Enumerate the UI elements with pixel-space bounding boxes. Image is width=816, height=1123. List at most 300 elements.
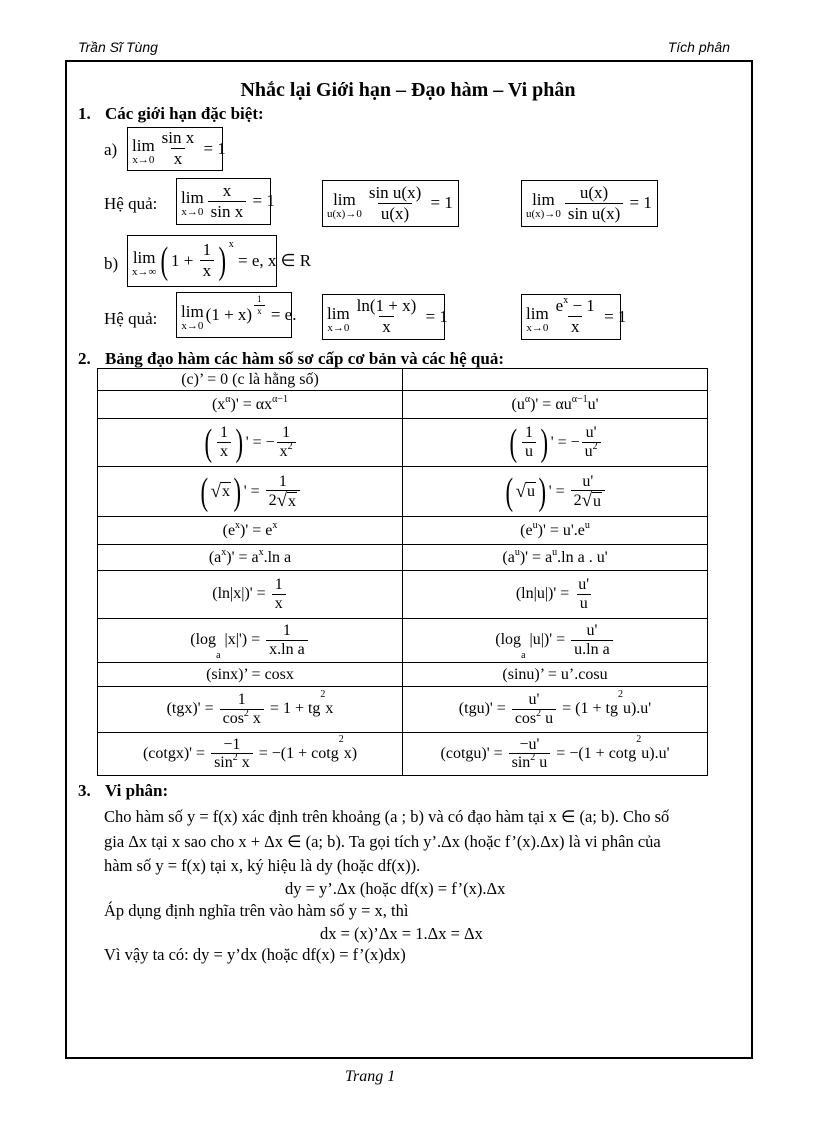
math-text: sin u(x)	[567, 203, 621, 223]
fraction	[277, 424, 296, 461]
table-row	[98, 517, 708, 545]
denominator	[571, 490, 605, 510]
formula	[511, 393, 599, 414]
math-text: (cotgu)' =	[440, 744, 507, 762]
parenthesized	[198, 470, 244, 513]
math-text: = −(1 + cotg	[254, 744, 339, 762]
math-text: x	[220, 442, 229, 460]
math-text: (sinx)’ = cosx	[206, 665, 294, 683]
math-text: = 1	[625, 193, 652, 213]
section-title: Bảng đạo hàm các hàm số sơ cấp cơ bản và các hệ quả:	[105, 349, 504, 368]
paren-content	[211, 482, 231, 501]
numerator	[279, 424, 293, 442]
math-text: u	[584, 519, 590, 531]
cell-u	[403, 663, 708, 687]
denominator	[211, 753, 253, 772]
math-text: u	[584, 442, 593, 460]
math-text: 2	[243, 707, 249, 719]
formula-box	[127, 127, 226, 171]
denominator	[277, 442, 296, 461]
square-root	[277, 491, 297, 510]
subscript: a	[216, 649, 221, 661]
formula-box	[176, 292, 297, 338]
formula	[132, 129, 226, 168]
formula	[142, 733, 358, 773]
lim-subscript: u(x)→0	[526, 208, 561, 221]
formula-line: dy = y’.Δx (hoặc df(x) = f’(x).Δx	[285, 879, 506, 898]
numerator	[577, 184, 611, 203]
math-text: 2	[338, 733, 344, 745]
math-text: ' =	[243, 482, 264, 500]
table-row	[98, 619, 708, 663]
math-text: = −(1 + cotg	[552, 744, 637, 762]
radical-sign: √	[276, 490, 288, 512]
math-text: cos	[514, 709, 537, 727]
lim-subscript: x→0	[327, 321, 350, 334]
math-text: = 1	[426, 193, 453, 213]
math-text: 2	[592, 440, 598, 452]
math-text: cos	[222, 709, 244, 727]
math-text: |x|') =	[220, 631, 265, 649]
math-text: (log	[495, 631, 522, 649]
left-paren: (	[160, 239, 169, 282]
numerator	[220, 182, 235, 201]
math-text: 1	[220, 424, 229, 441]
paren-content	[520, 424, 538, 461]
derivative-table	[97, 368, 708, 776]
math-text: u	[579, 594, 588, 612]
formula	[520, 519, 590, 540]
denominator	[266, 490, 300, 510]
numerator	[575, 576, 592, 594]
numerator	[217, 424, 231, 442]
math-text: x	[237, 754, 250, 772]
numerator	[200, 241, 215, 260]
math-text: α	[225, 393, 231, 405]
math-text: 2	[268, 491, 277, 509]
fraction	[522, 424, 536, 461]
radicand: u	[593, 492, 602, 510]
right-paren: )	[218, 239, 227, 282]
math-text: x	[235, 519, 241, 531]
limit	[526, 185, 561, 221]
cell-x	[98, 687, 403, 733]
paren-content	[215, 424, 233, 461]
math-text: 2	[536, 707, 542, 719]
left-paren: (	[200, 470, 209, 513]
numerator	[354, 297, 420, 316]
numerator	[517, 736, 543, 754]
math-text: (c)’ = 0 (c là hằng số)	[181, 370, 319, 388]
math-text: u	[532, 519, 538, 531]
fraction	[200, 241, 215, 280]
cell-x	[98, 369, 403, 391]
table-row	[98, 391, 708, 419]
denominator	[272, 594, 286, 613]
right-paren: )	[235, 421, 244, 464]
math-text: x	[382, 317, 391, 337]
math-text: 2	[636, 733, 642, 745]
paren-content	[516, 482, 536, 501]
denominator	[266, 640, 308, 659]
superscript	[593, 441, 598, 453]
cell-u	[403, 571, 708, 619]
fraction	[553, 297, 598, 336]
math-text: x	[258, 546, 264, 558]
math-text: ' = −	[550, 433, 580, 451]
formula	[222, 519, 278, 540]
lim-subscript: x→∞	[132, 265, 157, 278]
fraction	[217, 424, 231, 461]
table-row	[98, 467, 708, 517]
numerator	[526, 691, 543, 709]
formula	[132, 241, 311, 280]
math-text: 2	[232, 752, 238, 764]
formula	[212, 576, 287, 613]
math-text: x	[173, 149, 183, 169]
formula-box	[176, 178, 275, 225]
cell-u	[403, 369, 708, 391]
section-3-heading	[78, 781, 168, 801]
math-text: sin x	[161, 128, 195, 148]
fraction	[509, 736, 551, 773]
left-paren: (	[509, 421, 518, 464]
superscript	[272, 394, 288, 405]
numerator	[159, 129, 198, 148]
radical-sign: √	[581, 490, 593, 512]
math-text: (tgu)' =	[458, 700, 510, 718]
math-text: )' = a	[519, 548, 553, 566]
math-text: u'	[578, 576, 590, 593]
formula-box	[322, 294, 448, 340]
math-text: −1	[223, 735, 241, 753]
math-text: (a	[208, 548, 222, 566]
formula	[526, 297, 626, 336]
math-text: x	[257, 305, 262, 316]
table-row	[98, 663, 708, 687]
formula	[503, 470, 607, 513]
section-title: Các giới hạn đặc biệt:	[105, 104, 264, 123]
label-b: b)	[104, 254, 119, 273]
math-text: −u'	[519, 735, 540, 753]
math-text: u(x)	[380, 203, 410, 223]
left-paren: (	[204, 421, 213, 464]
radicand: x	[222, 483, 231, 501]
superscript	[618, 689, 623, 700]
denominator	[512, 709, 556, 728]
formula	[206, 666, 294, 684]
radical-sign: √	[210, 481, 222, 502]
formula	[211, 393, 289, 414]
math-text: )' = u'.e	[537, 521, 585, 539]
fraction	[266, 473, 300, 511]
math-text: u).u'	[622, 700, 652, 718]
cell-u	[403, 419, 708, 467]
cell-x	[98, 663, 403, 687]
formula	[502, 546, 608, 567]
superscript	[272, 520, 277, 531]
left-paren: (	[505, 470, 514, 513]
denominator	[379, 316, 394, 337]
page-number: Trang 1	[345, 1068, 396, 1085]
lim-operator: lim	[181, 301, 204, 321]
table-row	[98, 687, 708, 733]
math-text: (1 + x)	[205, 305, 253, 324]
fraction	[220, 691, 264, 728]
limit	[526, 299, 549, 335]
cell-u	[403, 733, 708, 776]
math-text: sin u(x)	[368, 182, 422, 202]
lim-operator: lim	[532, 190, 555, 210]
math-text: |u|)' =	[525, 631, 570, 649]
math-text: 1	[525, 424, 534, 441]
math-text: u'	[587, 395, 599, 413]
math-text: u	[552, 546, 558, 558]
math-text: = (1 + tg	[558, 700, 618, 718]
math-text: .ln a	[263, 548, 292, 566]
numerator	[583, 622, 600, 640]
superscript	[320, 689, 325, 700]
formula	[459, 691, 651, 728]
math-text: sin	[214, 754, 233, 772]
math-text: x	[248, 709, 261, 727]
fraction	[571, 473, 605, 511]
math-text: 1	[202, 240, 212, 260]
cell-x	[98, 545, 403, 571]
superscript	[339, 734, 344, 745]
math-text: ln(1 + x)	[356, 296, 417, 316]
denominator	[220, 709, 264, 728]
section-number: 3.	[78, 781, 91, 800]
math-text: u.ln a	[574, 640, 610, 658]
math-text: sin	[511, 754, 531, 772]
parenthesized	[158, 241, 228, 280]
numerator	[366, 184, 424, 203]
square-root	[582, 491, 602, 510]
formula-line: dx = (x)’Δx = 1.Δx = Δx	[320, 924, 483, 943]
square-root	[211, 482, 231, 501]
math-text: = 1 + tg	[265, 700, 321, 718]
denominator	[200, 260, 215, 281]
lim-subscript: x→0	[181, 206, 204, 219]
paragraph-line: hàm số y = f(x) tại x, ký hiệu là dy (hoặc df(x)).	[104, 856, 421, 875]
math-text: 1	[237, 691, 246, 708]
math-text: 1 +	[171, 250, 198, 270]
math-text: x)	[343, 744, 358, 762]
math-text: = e, x ∈ R	[233, 250, 312, 270]
table-row	[98, 733, 708, 776]
fraction	[512, 691, 556, 728]
math-text: (x	[211, 395, 226, 413]
page-title: Nhắc lại Giới hạn – Đạo hàm – Vi phân	[240, 79, 576, 101]
superscript	[572, 394, 588, 405]
math-text: (cotgx)' =	[142, 744, 210, 762]
formula	[327, 184, 453, 223]
formula	[181, 371, 319, 389]
superscript	[585, 520, 590, 531]
math-text: u	[535, 754, 548, 772]
lim-subscript: x→0	[132, 153, 155, 166]
lim-subscript: u(x)→0	[327, 208, 362, 221]
math-text: 2	[573, 491, 582, 509]
formula	[198, 470, 302, 513]
superscript	[288, 441, 293, 453]
math-text: 2	[287, 440, 293, 452]
formula	[208, 546, 292, 567]
fraction	[366, 184, 424, 223]
cell-u	[403, 517, 708, 545]
lim-operator: lim	[132, 247, 156, 267]
math-text: .ln a . u'	[557, 548, 608, 566]
math-text: )' = a	[226, 548, 259, 566]
math-text: (a	[502, 548, 515, 566]
math-text: 2	[617, 689, 623, 700]
limit	[132, 131, 155, 167]
table-row	[98, 545, 708, 571]
fraction	[565, 184, 623, 223]
math-text: x	[274, 594, 283, 612]
math-text: u(x)	[579, 182, 609, 202]
cell-x	[98, 419, 403, 467]
math-text: = 1	[248, 191, 275, 211]
lim-subscript: x→0	[526, 321, 549, 334]
limit	[181, 183, 204, 219]
math-text: x.ln a	[269, 640, 305, 658]
formula-box	[322, 180, 459, 227]
radicand: u	[527, 483, 536, 501]
math-text: u	[514, 546, 520, 558]
formula-box	[521, 180, 658, 227]
radical-sign: √	[515, 481, 527, 502]
formula	[190, 622, 309, 659]
lim-operator: lim	[526, 303, 549, 323]
numerator	[272, 576, 286, 594]
math-text: x	[563, 295, 569, 307]
limit	[132, 243, 156, 279]
math-text: x	[202, 261, 212, 281]
formula	[526, 184, 652, 223]
denominator	[254, 305, 265, 316]
math-text: = 1	[599, 306, 627, 326]
limit	[327, 299, 350, 335]
paragraph-line: Áp dụng định nghĩa trên vào hàm số y = x, thì	[104, 901, 409, 920]
limit	[327, 185, 362, 221]
limit	[181, 297, 204, 333]
lim-operator: lim	[333, 190, 356, 210]
math-text: (ln|u|)' =	[515, 585, 574, 603]
fraction	[582, 424, 601, 461]
superscript	[252, 295, 267, 316]
cell-u	[403, 467, 708, 517]
cell-x	[98, 733, 403, 776]
section-number: 2.	[78, 349, 91, 368]
math-text: = e.	[266, 305, 297, 324]
math-text: − 1	[568, 296, 595, 316]
header-subject: Tích phân	[667, 39, 730, 55]
denominator	[208, 201, 247, 222]
fraction	[208, 182, 247, 221]
fraction	[272, 576, 286, 613]
math-text: 2	[530, 752, 536, 764]
math-text: 1	[282, 622, 291, 639]
math-text: (ln|x|)' =	[212, 585, 270, 603]
math-text: α−1	[571, 393, 588, 405]
numerator	[553, 297, 598, 316]
cell-u	[403, 619, 708, 663]
cell-x	[98, 391, 403, 419]
section-2-heading	[78, 349, 504, 369]
fraction	[571, 622, 613, 659]
fraction	[211, 736, 253, 773]
formula	[507, 421, 602, 464]
numerator	[254, 295, 265, 305]
superscript	[636, 734, 641, 745]
parenthesized	[507, 421, 550, 464]
fraction	[266, 622, 308, 659]
radicand: x	[288, 492, 297, 510]
superscript	[229, 239, 234, 250]
math-text: x	[570, 317, 580, 337]
denominator	[565, 203, 623, 224]
section-title: Vi phân:	[105, 781, 169, 800]
math-text: (e	[520, 521, 533, 539]
table-row	[98, 419, 708, 467]
math-text: u).u'	[641, 744, 670, 762]
math-text: u'	[528, 691, 540, 708]
section-1-heading	[78, 104, 264, 124]
math-text: (u	[511, 395, 525, 413]
numerator	[280, 622, 294, 640]
formula-box	[127, 235, 312, 287]
parenthesized	[503, 470, 549, 513]
label-a: a)	[104, 140, 118, 159]
cell-x	[98, 517, 403, 545]
math-text: u	[525, 442, 534, 460]
math-text: e	[555, 296, 564, 316]
fraction	[254, 295, 265, 316]
math-text: u'	[586, 622, 598, 639]
right-paren: )	[233, 470, 242, 513]
lim-operator: lim	[327, 303, 350, 323]
lim-operator: lim	[181, 188, 204, 208]
denominator	[509, 753, 551, 772]
formula	[516, 576, 594, 613]
fraction	[159, 129, 198, 168]
subscript: a	[521, 649, 526, 661]
math-text: (sinu)’ = u’.cosu	[502, 665, 608, 683]
math-text: α	[524, 393, 531, 405]
numerator	[235, 691, 249, 709]
cell-x	[98, 467, 403, 517]
corollary-label: Hệ quả:	[104, 194, 158, 213]
formula	[327, 297, 448, 336]
math-text: (e	[222, 521, 236, 539]
math-text: 2	[320, 689, 326, 700]
cell-u	[403, 545, 708, 571]
formula	[502, 666, 607, 684]
paragraph-line: Cho hàm số y = f(x) xác định trên khoảng (a ; b) và có đạo hàm tại x ∈ (a; b). Cho số	[104, 807, 670, 826]
math-text: 1	[257, 293, 262, 304]
formula	[495, 622, 614, 659]
math-text: u'	[582, 472, 594, 490]
right-paren: )	[538, 470, 547, 513]
table-row	[98, 369, 708, 391]
math-text: 1	[282, 424, 291, 441]
math-text: = 1	[199, 138, 226, 158]
cell-x	[98, 619, 403, 663]
corollary-label: Hệ quả:	[104, 309, 158, 328]
math-text: (tgx)' =	[166, 700, 218, 718]
